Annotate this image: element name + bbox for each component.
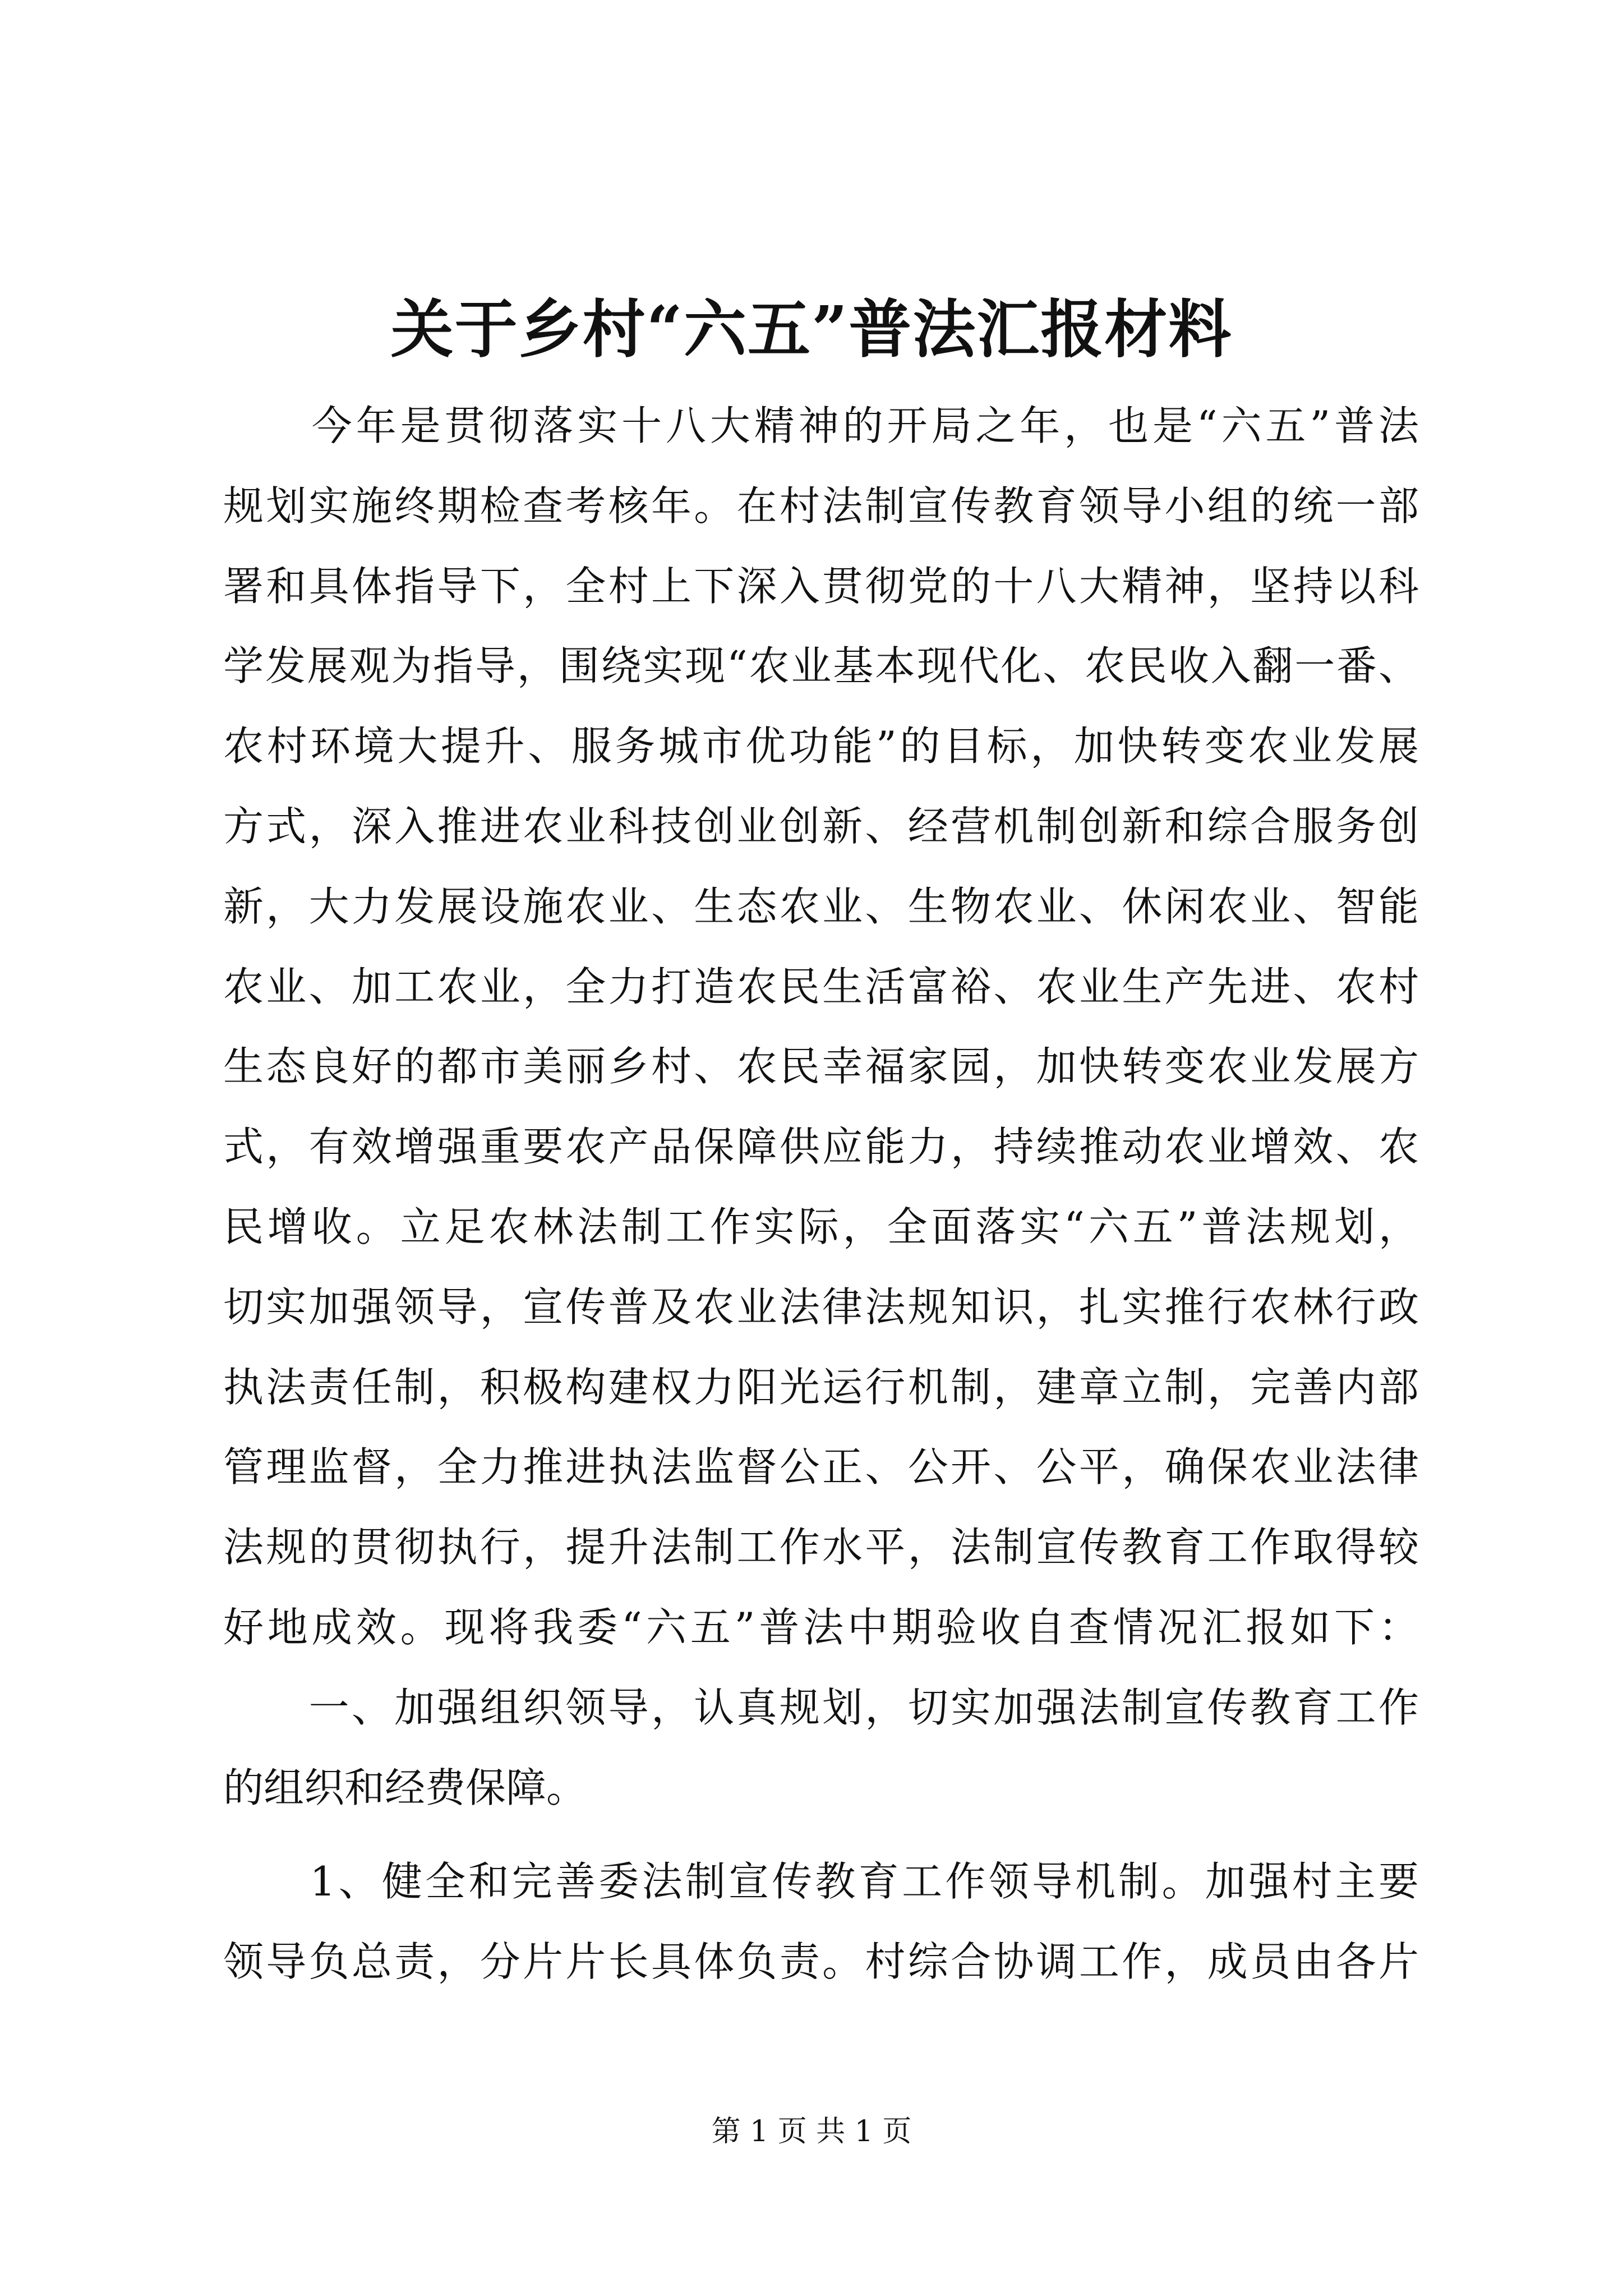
text-line: 法规的贯彻执行，提升法制工作水平，法制宣传教育工作取得较 xyxy=(223,1524,1419,1571)
page-footer: 第 1 页 共 1 页 xyxy=(711,2115,912,2148)
text-line: 署和具体指导下，全村上下深入贯彻党的十八大精神，坚持以科 xyxy=(223,562,1419,610)
text-line: 农村环境大提升、服务城市优功能”的目标，加快转变农业发展 xyxy=(223,723,1419,770)
document-body xyxy=(223,386,1419,2002)
text-line: 新，大力发展设施农业、生态农业、生物农业、休闲农业、智能 xyxy=(223,882,1419,930)
paragraph-spacer xyxy=(223,1828,1419,1842)
text-line: 好地成效。现将我委“六五”普法中期验收自查情况汇报如下： xyxy=(223,1603,1419,1651)
text-line: 切实加强领导，宣传普及农业法律法规知识，扎实推行农林行政 xyxy=(223,1283,1419,1331)
text-line: 管理监督，全力推进执法监督公正、公开、公平，确保农业法律 xyxy=(223,1443,1419,1491)
text-line: 一、加强组织领导，认真规划，切实加强法制宣传教育工作 xyxy=(223,1683,1419,1731)
text-line: 领导负总责，分片片长具体负责。村综合协调工作，成员由各片 xyxy=(223,1938,1419,1986)
text-line: 规划实施终期检查考核年。在村法制宣传教育领导小组的统一部 xyxy=(223,482,1419,530)
text-line: 1、健全和完善委法制宣传教育工作领导机制。加强村主要 xyxy=(223,1858,1419,1906)
paragraph-item-1 xyxy=(223,1842,1419,2002)
text-line: 方式，深入推进农业科技创业创新、经营机制创新和综合服务创 xyxy=(223,802,1419,850)
text-line: 民增收。立足农林法制工作实际，全面落实“六五”普法规划， xyxy=(223,1203,1419,1250)
document-title: 关于乡村“六五”普法汇报材料 xyxy=(390,293,1233,366)
text-line: 农业、加工农业，全力打造农民生活富裕、农业生产先进、农村 xyxy=(223,963,1419,1010)
text-line: 式，有效增强重要农产品保障供应能力，持续推动农业增效、农 xyxy=(223,1123,1419,1171)
text-line: 执法责任制，积极构建权力阳光运行机制，建章立制，完善内部 xyxy=(223,1363,1419,1411)
text-line: 学发展观为指导，围绕实现“农业基本现代化、农民收入翻一番、 xyxy=(223,642,1419,690)
text-line: 今年是贯彻落实十八大精神的开局之年，也是“六五”普法 xyxy=(223,402,1419,449)
text-line: 的组织和经费保障。 xyxy=(223,1764,587,1811)
paragraph-intro xyxy=(223,386,1419,1668)
text-line: 生态良好的都市美丽乡村、农民幸福家园，加快转变农业发展方 xyxy=(223,1043,1419,1091)
paragraph-section-heading xyxy=(223,1668,1419,1828)
